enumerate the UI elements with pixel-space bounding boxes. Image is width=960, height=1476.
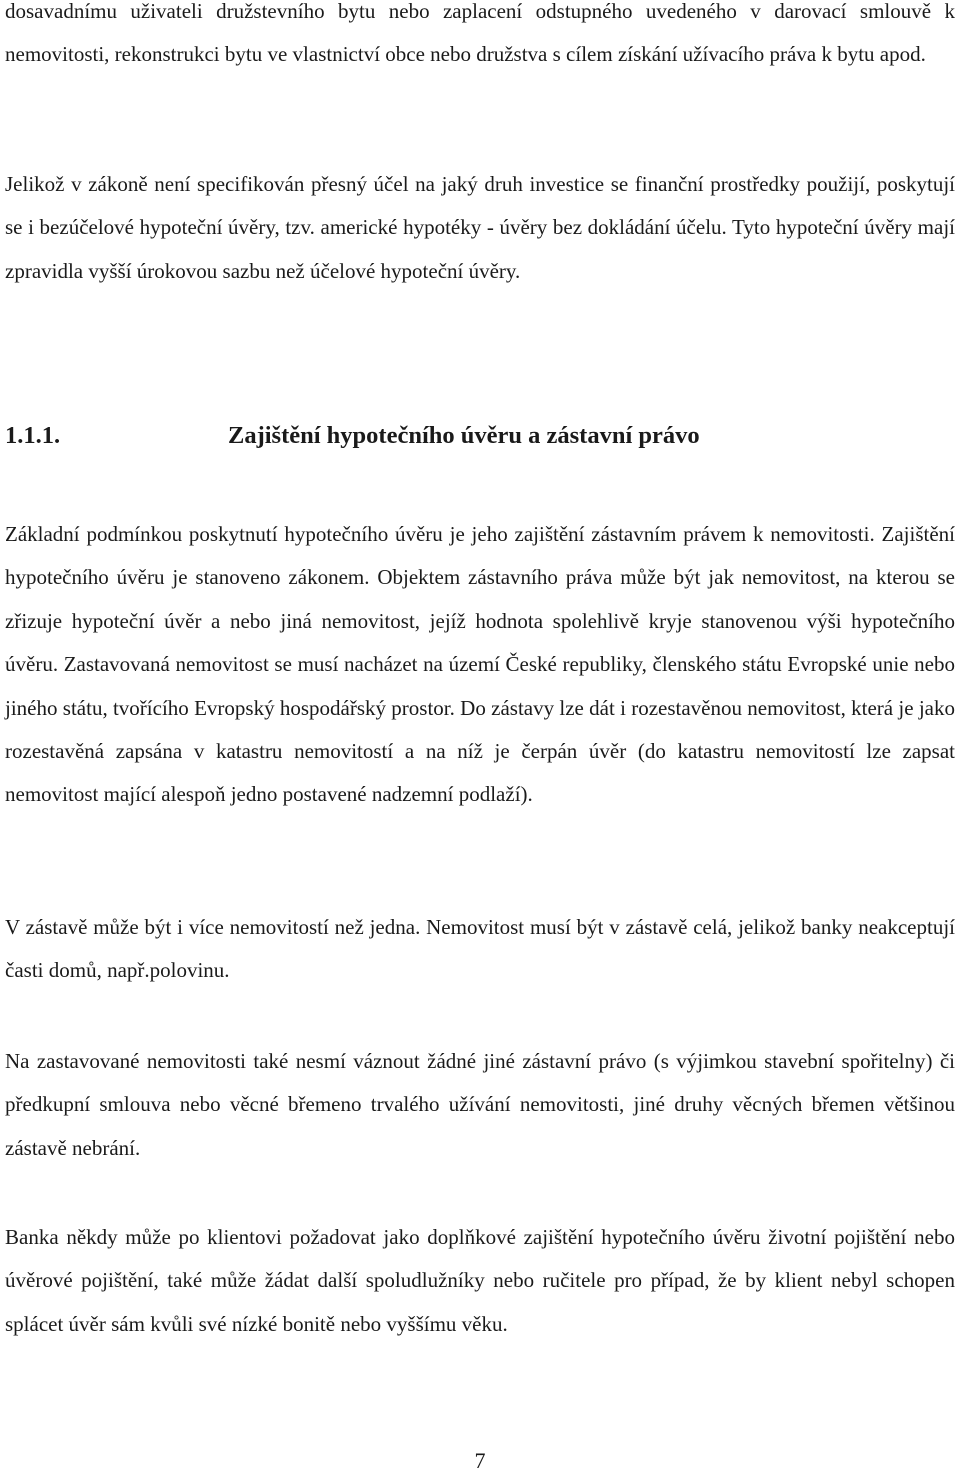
page-number: 7 <box>474 1448 486 1473</box>
paragraph-intro-continuation: dosavadnímu uživateli družstevního bytu nebo zaplacení odstupného uvedeného v darovací smlouvě k nemovitosti, rekonstrukci bytu ve vlastnictví obce nebo družstva s cílem získání užívacího práva k bytu apod. <box>5 0 955 67</box>
paragraph-collateral-conditions: Základní podmínkou poskytnutí hypotečního úvěru je jeho zajištění zástavním právem k nemovitosti. Zajištění hypotečního úvěru je stanoveno zákonem. Objektem zástavního práva může být jak nemovitost, na kterou se zřizuje hypoteční úvěr a nebo jiná nemovitost, jejíž hodnota spolehlivě kryje stanovenou výši hypotečního úvěru. Zastavovaná nemovitost se musí nacházet na území České republiky, členského státu Evropské unie nebo jiného státu, tvořícího Evropský hospodářský prostor. Do zástavy lze dát i rozestavěnou nemovitost, která je jako rozestavěná zapsána v katastru nemovitostí a na níž je čerpán úvěr (do katastru nemovitostí lze zapsat nemovitost mající alespoň jedno postavené nadzemní podlaží). <box>5 522 955 807</box>
section-heading <box>5 418 955 462</box>
section-title: Zajištění hypotečního úvěru a zástavní právo <box>228 422 700 449</box>
paragraph-nonpurpose-mortgages: Jelikož v zákoně není specifikován přesný účel na jaký druh investice se finanční prostředky použijí, poskytují se i bezúčelové hypoteční úvěry, tzv. americké hypotéky - úvěry bez dokládání účelu. Tyto hypoteční úvěry mají zpravidla vyšší úrokovou sazbu než účelové hypoteční úvěry. <box>5 172 955 283</box>
section-number: 1.1.1. <box>5 422 61 449</box>
paragraph-multiple-properties: V zástavě může být i více nemovitostí než jedna. Nemovitost musí být v zástavě celá, jelikož banky neakceptují časti domů, např.polovinu. <box>5 915 955 983</box>
paragraph-additional-security: Banka někdy může po klientovi požadovat jako doplňkové zajištění hypotečního úvěru životní pojištění nebo úvěrové pojištění, také může žádat další spoludlužníky nebo ručitele pro případ, že by klient nebyl schopen splácet úvěr sám kvůli své nízké bonitě nebo vyššímu věku. <box>5 1225 955 1336</box>
paragraph-other-encumbrances: Na zastavované nemovitosti také nesmí váznout žádné jiné zástavní právo (s výjimkou stavební spořitelny) či předkupní smlouva nebo věcné břemeno trvalého užívání nemovitosti, jiné druhy věcných břemen většinou zástavě nebrání. <box>5 1049 955 1160</box>
